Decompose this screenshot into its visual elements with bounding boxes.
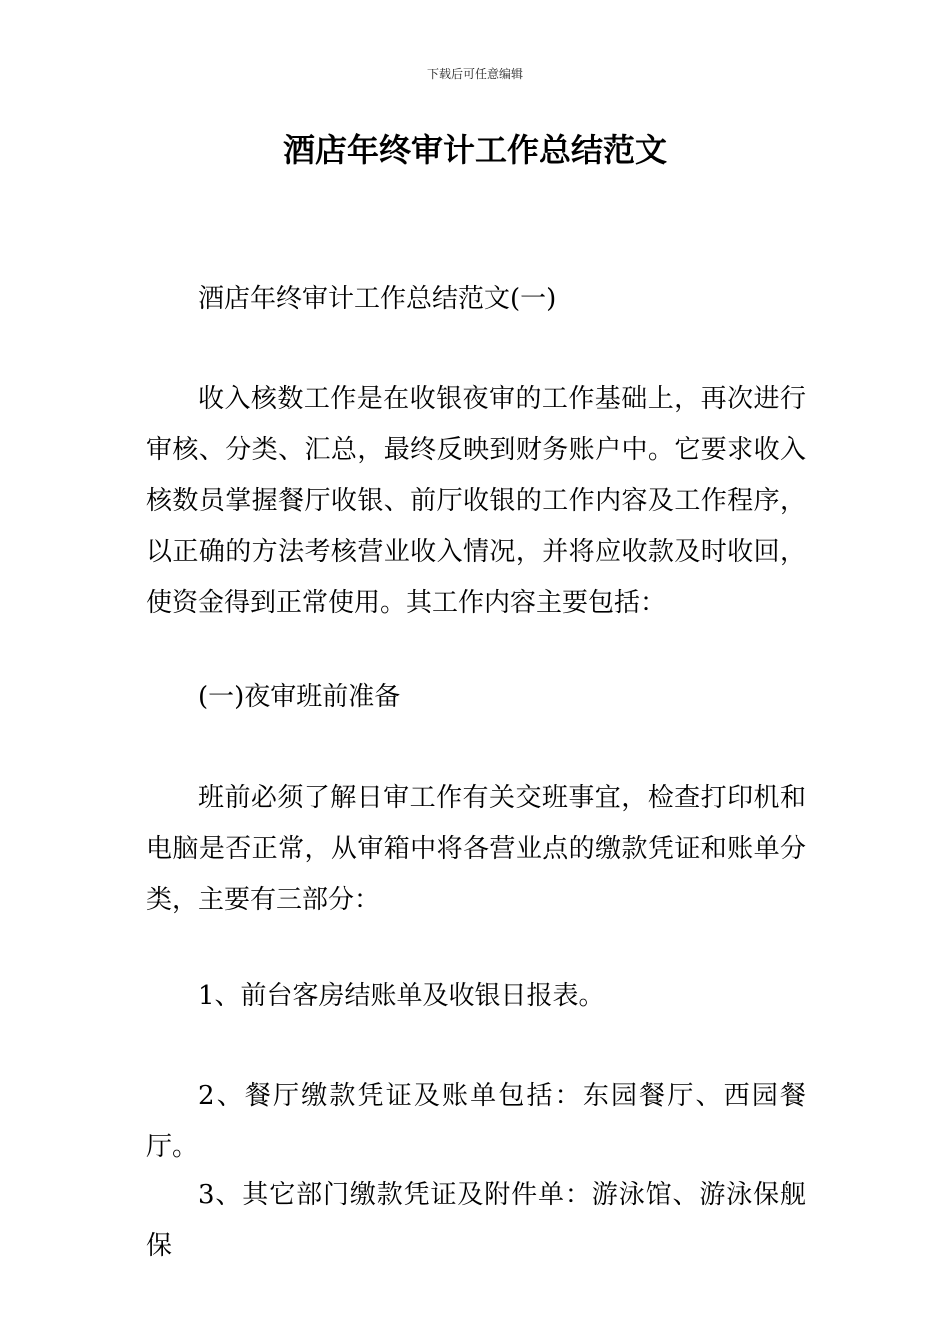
paragraph-intro: 收入核数工作是在收银夜审的工作基础上，再次进行审核、分类、汇总，最终反映到财务账户中。它要求收入核数员掌握餐厅收银、前厅收银的工作内容及工作程序，以正确的方法考核营业收入情况，并将应收款及时收回，使资金得到正常使用。其工作内容主要包括： <box>146 384 806 618</box>
section-heading-1: 酒店年终审计工作总结范文(一) <box>198 284 557 314</box>
list-item-3: 3、其它部门缴款凭证及附件单：游泳馆、游泳保舰保 <box>146 1180 806 1261</box>
header-note: 下载后可任意编辑 <box>426 67 523 81</box>
list-item-1: 1、前台客房结账单及收银日报表。 <box>198 981 605 1011</box>
subsection-heading-1: (一)夜审班前准备 <box>198 682 401 712</box>
paragraph-preparation: 班前必须了解日审工作有关交班事宜，检查打印机和电脑是否正常，从审箱中将各营业点的缴款凭证和账单分类，主要有三部分： <box>146 783 806 915</box>
list-item-2: 2、餐厅缴款凭证及账单包括：东园餐厅、西园餐厅。 <box>146 1081 806 1162</box>
document-title: 酒店年终审计工作总结范文 <box>282 131 667 169</box>
